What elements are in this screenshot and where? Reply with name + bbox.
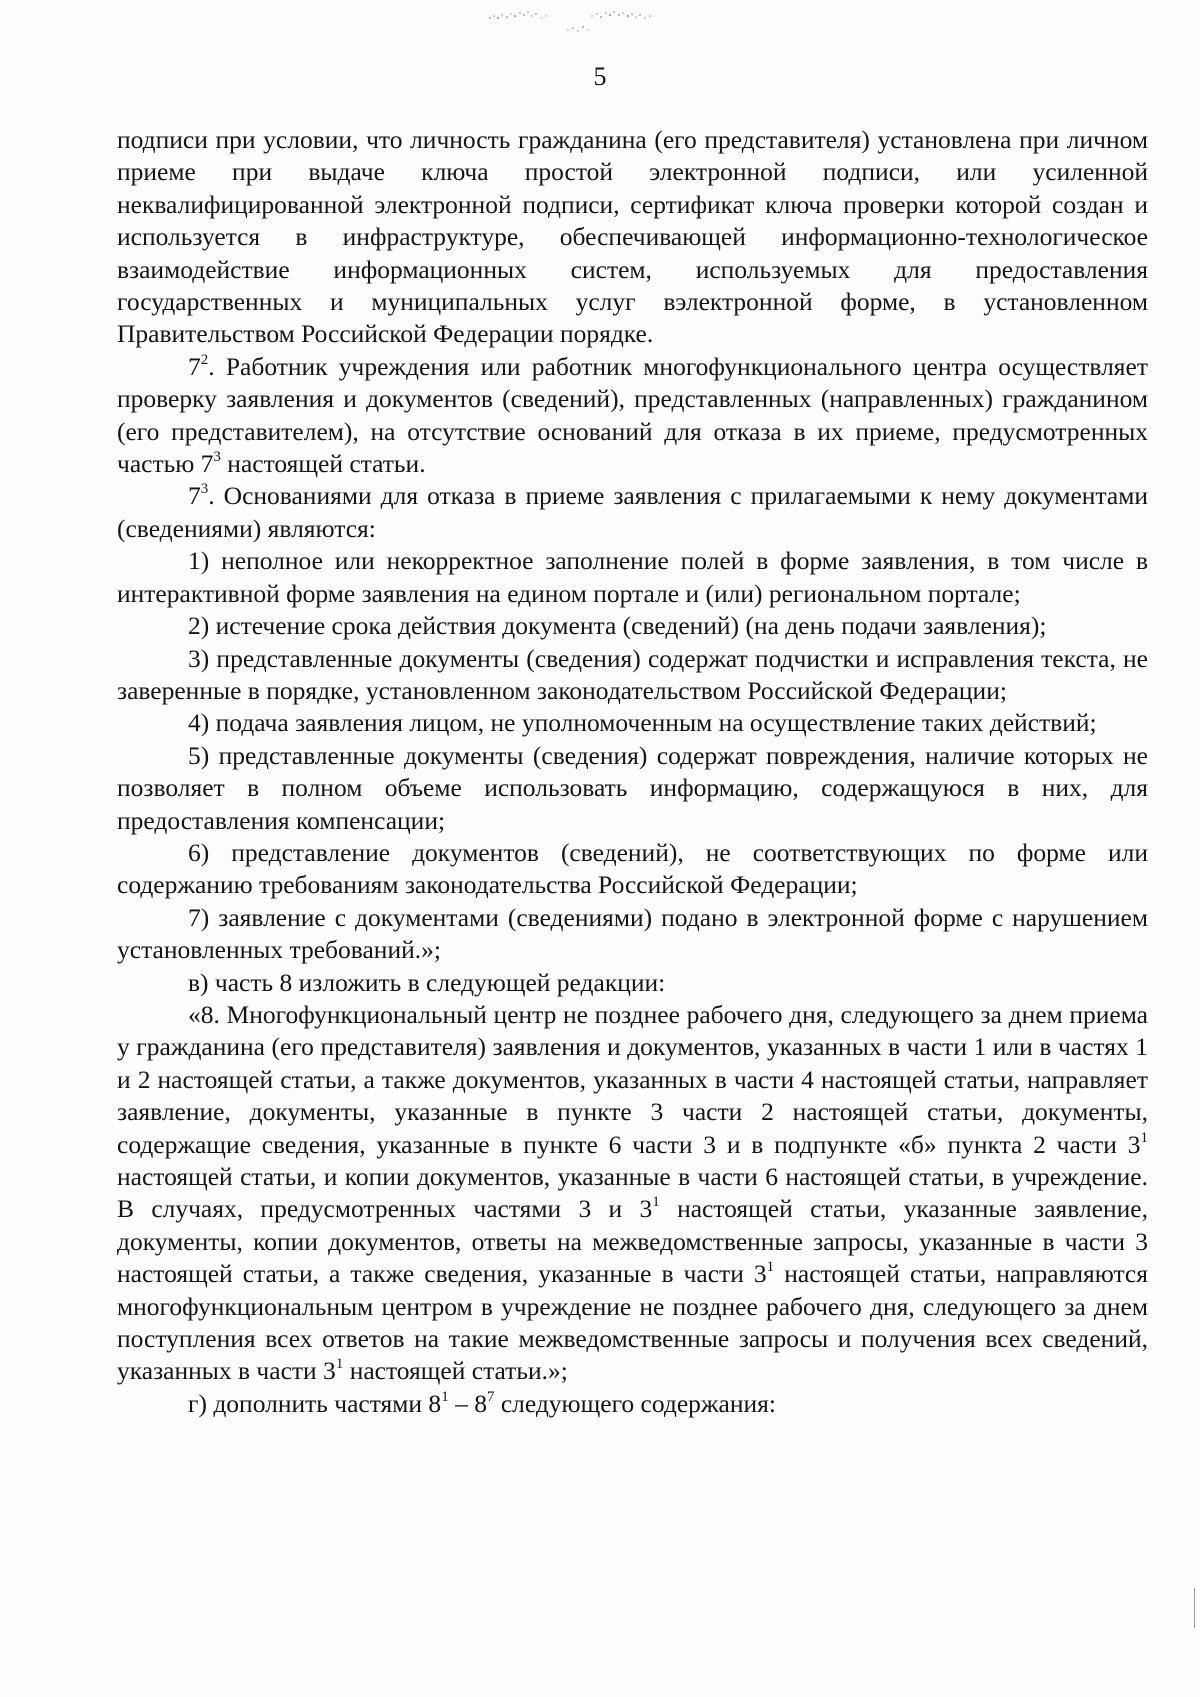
superscript-index: 2 [200, 352, 209, 369]
paragraph-text: «8. Многофункциональный центр не позднее рабочего дня, следующего за днем приема у гражданина (его представителя) заявления и документов, указанных в части 1 или в частях 1 и 2 настоящей статьи, а также документов, указанных в части 4 настоящей статьи, направляет заявление, документы, указанные в пункте 3 части 2 настоящей статьи, документы, содержащие сведения, указанные в пункте 6 части 3 и в подпункте «б» пункта 2 части 3 [117, 999, 1148, 1159]
paragraph-7 [117, 707, 1148, 739]
superscript-index: 1 [766, 1259, 775, 1276]
paragraph-text: настоящей статьи, и копии документов, указанные в части 6 настоящей статьи, в учреждение. В случаях, предусмотренных частями 3 и 3 [117, 1162, 1148, 1224]
superscript-index: 1 [335, 1356, 344, 1373]
paragraph-5 [117, 610, 1148, 642]
superscript-index: 7 [486, 1389, 495, 1406]
page-number: 5 [593, 62, 607, 91]
paragraph-text: настоящей статьи, направляются многофункциональным центром в учреждение не позднее рабочего дня, следующего за днем поступления всех ответов на такие межведомственные запросы и получения всех сведений, указанных в части 3 [117, 1259, 1148, 1386]
paragraph-text: 2) истечение срока действия документа (сведений) (на день подачи заявления); [188, 611, 1047, 641]
paragraph-11 [117, 967, 1148, 999]
paragraph-text: настоящей статьи.»; [343, 1356, 568, 1386]
superscript-index: 1 [1140, 1129, 1148, 1146]
paragraph-text: в) часть 8 изложить в следующей редакции: [188, 967, 666, 997]
paragraph-text: 4) подача заявления лицом, не уполномоченным на осуществление таких действий; [188, 708, 1097, 738]
paragraph-4 [117, 545, 1148, 610]
paragraph-text: 3) представленные документы (сведения) содержат подчистки и исправления текста, не заверенные в порядке, установленном законодательством Российской Федерации; [117, 643, 1148, 705]
document-body [117, 124, 1148, 1420]
paragraph-text: 1) неполное или некорректное заполнение полей в форме заявления, в том числе в интерактивной форме заявления на едином портале и (или) региональном портале; [117, 546, 1148, 608]
paragraph-1 [117, 124, 1148, 351]
paragraph-text: 7) заявление с документами (сведениями) подано в электронной форме с нарушением установленных требований.»; [117, 902, 1148, 965]
superscript-index: 1 [441, 1389, 449, 1406]
paragraph-text: . Работник учреждения или работник многофункционального центра осуществляет проверку заявления и документов (сведений), представленных (направленных) гражданином (его представителем), на отсутствие оснований для отказа в их приеме, предусмотренных частью 7 [117, 351, 1148, 479]
paragraph-6 [117, 643, 1148, 708]
paragraph-text: подписи при условии, что личность гражданина (его представителя) установлена при личном приеме при выдаче ключа простой электронной подписи, или усиленной неквалифицированной электронной подписи, сертификат ключа проверки которой создан и используется в инфраструктуре, обеспечивающей информационно-технологическое взаимодействие информационных систем, используемых для предоставления государственных и муниципальных услуг вэлектронной форме, в установленном Правительством Российской Федерации порядке. [117, 125, 1148, 349]
paragraph-text: настоящей статьи. [220, 449, 426, 479]
paragraph-text: 6) представление документов (сведений), не соответствующих по форме или содержанию требованиям законодательства Российской Федерации; [117, 837, 1148, 900]
paragraph-10 [117, 902, 1148, 967]
superscript-index: 1 [652, 1194, 660, 1211]
superscript-index: 3 [200, 481, 209, 498]
paragraph-text: 7 [188, 481, 201, 511]
paragraph-text: следующего содержания: [494, 1388, 776, 1418]
paragraph-3 [117, 480, 1148, 545]
paragraph-text: г) дополнить частями 8 [188, 1388, 442, 1418]
paragraph-text: – 8 [448, 1388, 487, 1418]
paragraph-text: 7 [188, 351, 201, 381]
paragraph-13 [117, 1388, 1148, 1420]
scan-margin-mark [1194, 1588, 1195, 1628]
superscript-index: 3 [213, 449, 221, 466]
paragraph-9 [117, 837, 1148, 902]
paragraph-12 [117, 999, 1148, 1388]
paragraph-text: 5) представленные документы (сведения) содержат повреждения, наличие которых не позволяет в полном объеме использовать информацию, содержащуюся в них, для предоставления компенсации; [117, 740, 1148, 835]
paragraph-text: настоящей статьи, указанные заявление, документы, копии документов, ответы на межведомственные запросы, указанные в части 3 настоящей статьи, а также сведения, указанные в части 3 [117, 1194, 1148, 1289]
paragraph-8 [117, 740, 1148, 837]
paragraph-2 [117, 351, 1148, 481]
paragraph-text: . Основаниями для отказа в приеме заявления с прилагаемыми к нему документами (сведениями) являются: [117, 481, 1148, 543]
scan-artifact-marks [480, 6, 720, 40]
